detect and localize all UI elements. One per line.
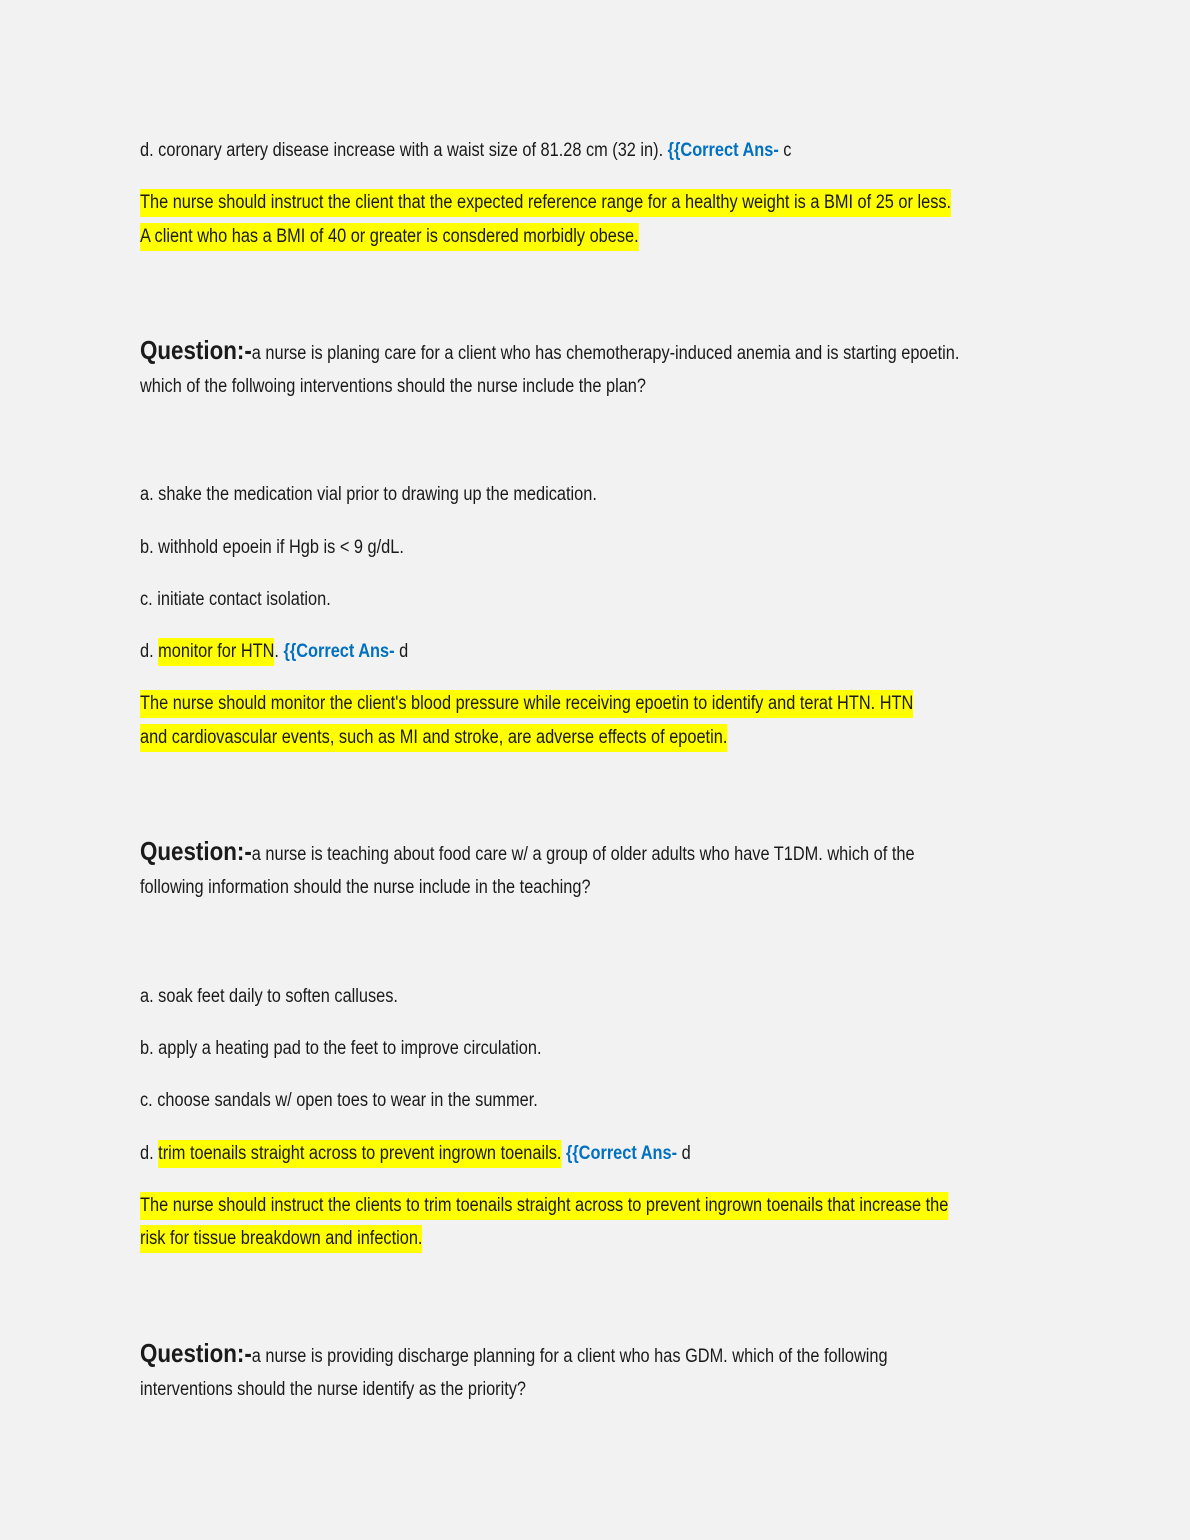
option-a: [140, 485, 597, 504]
question-line: [140, 1340, 888, 1366]
option-text: apply a heating pad to the feet to improve circulation.: [158, 1038, 542, 1059]
option-text: choose sandals w/ open toes to wear in the summer.: [157, 1090, 538, 1111]
option-d: [140, 141, 791, 160]
option-suffix: .: [274, 641, 279, 662]
option-letter: a.: [140, 484, 154, 505]
explanation-highlight: A client who has a BMI of 40 or greater is consdered morbidly obese.: [140, 223, 639, 251]
explanation-highlight: The nurse should instruct the client that the expected reference range for a healthy weight is a BMI of 25 or less.: [140, 189, 951, 217]
correct-answer-value: c: [783, 140, 792, 161]
question-text: a nurse is providing discharge planning for a client who has GDM. which of the following: [251, 1346, 888, 1367]
question-line: [140, 878, 591, 897]
explanation-highlight: The nurse should instruct the clients to trim toenails straight across to prevent ingrown toenails that increase the: [140, 1192, 948, 1220]
option-text: trim toenails straight across to prevent ingrown toenails.: [158, 1140, 561, 1168]
option-d: [140, 1144, 691, 1163]
option-letter: d.: [140, 1143, 154, 1164]
option-letter: a.: [140, 986, 154, 1007]
question-line: [140, 838, 915, 864]
explanation-line: [140, 1196, 948, 1215]
option-text: shake the medication vial prior to drawing up the medication.: [158, 484, 597, 505]
explanation-line: [140, 193, 951, 212]
explanation-line: [140, 1229, 422, 1248]
option-c: [140, 1091, 538, 1110]
correct-answer-label: {{Correct Ans-: [565, 1143, 678, 1164]
option-letter: c.: [140, 1090, 153, 1111]
explanation-line: [140, 694, 913, 713]
option-c: [140, 590, 331, 609]
question-line: [140, 1380, 526, 1399]
question-text: which of the follwoing interventions should the nurse include the plan?: [140, 376, 646, 397]
option-letter: b.: [140, 1038, 154, 1059]
correct-answer-label: {{Correct Ans-: [283, 641, 395, 662]
option-a: [140, 987, 398, 1006]
correct-answer-value: d: [681, 1143, 691, 1164]
explanation-highlight: risk for tissue breakdown and infection.: [140, 1225, 422, 1253]
explanation-highlight: and cardiovascular events, such as MI and stroke, are adverse effects of epoetin.: [140, 724, 727, 752]
option-text: coronary artery disease increase with a waist size of 81.28 cm (32 in).: [158, 140, 664, 161]
option-text: withhold epoein if Hgb is < 9 g/dL.: [158, 537, 404, 558]
question-text: interventions should the nurse identify as the priority?: [140, 1379, 527, 1400]
explanation-highlight: The nurse should monitor the client's blood pressure while receiving epoetin to identify and terat HTN. HTN: [140, 690, 913, 718]
correct-answer-value: d: [399, 641, 409, 662]
option-b: [140, 538, 404, 557]
correct-answer-label: {{Correct Ans-: [667, 140, 779, 161]
question-label: Question:-: [140, 836, 252, 866]
option-text: monitor for HTN: [158, 638, 274, 666]
question-label: Question:-: [140, 335, 252, 365]
question-text: a nurse is teaching about food care w/ a group of older adults who have T1DM. which of the: [251, 844, 915, 865]
option-letter: d.: [140, 641, 154, 662]
explanation-line: [140, 227, 639, 246]
question-line: [140, 337, 959, 363]
option-text: soak feet daily to soften calluses.: [158, 986, 398, 1007]
question-label: Question:-: [140, 1338, 252, 1368]
question-line: [140, 377, 646, 396]
option-text: initiate contact isolation.: [157, 589, 331, 610]
question-text: following information should the nurse include in the teaching?: [140, 877, 591, 898]
question-text: a nurse is planing care for a client who has chemotherapy-induced anemia and is starting epoetin.: [251, 343, 960, 364]
option-d: [140, 642, 408, 661]
option-letter: d.: [140, 140, 154, 161]
option-letter: b.: [140, 537, 154, 558]
option-letter: c.: [140, 589, 153, 610]
explanation-line: [140, 728, 727, 747]
option-b: [140, 1039, 542, 1058]
